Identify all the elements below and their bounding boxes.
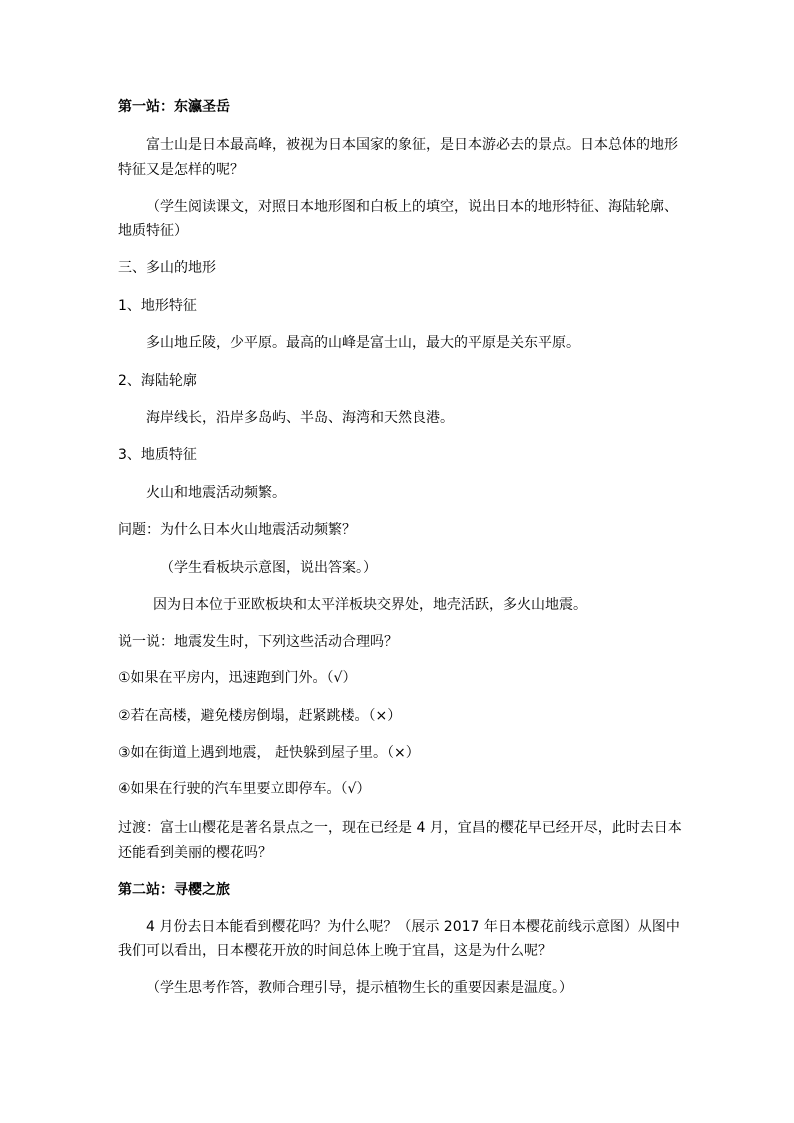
paragraph-line: 还能看到美丽的樱花吗？: [118, 845, 272, 861]
paragraph-line: 多山地丘陵，少平原。最高的山峰是富士山，最大的平原是关东平原。: [146, 335, 580, 351]
paragraph-line: 海岸线长，沿岸多岛屿、半岛、海湾和天然良港。: [146, 410, 454, 426]
list-item: ①如果在平房内，迅速跑到门外。（√）: [118, 670, 357, 686]
paragraph-line: 4 月份去日本能看到樱花吗？为什么呢？（展示 2017 年日本樱花前线示意图）从图中: [146, 919, 680, 935]
list-item: ③如在街道上遇到地震， 赶快躲到屋子里。（×）: [118, 745, 420, 761]
question-line: 说一说：地震发生时，下列这些活动合理吗？: [118, 634, 398, 650]
paragraph-line: 火山和地震活动频繁。: [146, 485, 286, 501]
paragraph-line: （学生阅读课文，对照日本地形图和白板上的填空，说出日本的地形特征、海陆轮廓、: [146, 199, 678, 215]
section-heading-2: 第二站：寻樱之旅: [118, 882, 230, 898]
list-heading: 3、地质特征: [118, 447, 197, 463]
paragraph-line: 富士山是日本最高峰，被视为日本国家的象征，是日本游必去的景点。日本总体的地形: [146, 137, 678, 153]
paragraph-line: 我们可以看出，日本樱花开放的时间总体上晚于宜昌，这是为什么呢？: [118, 943, 552, 959]
paragraph-line: 特征又是怎样的呢？: [118, 162, 244, 178]
list-item: ②若在高楼，避免楼房倒塌，赶紧跳楼。（×）: [118, 708, 402, 724]
paragraph-line: 因为日本位于亚欧板块和太平洋板块交界处，地壳活跃，多火山地震。: [153, 597, 587, 613]
paragraph-line: （学生看板块示意图，说出答案。）: [160, 560, 377, 576]
paragraph-line: 过渡：富士山樱花是著名景点之一，现在已经是 4 月，宜昌的樱花早已经开尽，此时去日本: [118, 820, 682, 836]
list-item: ④如果在行驶的汽车里要立即停车。（√）: [118, 781, 371, 797]
section-heading-1: 第一站：东瀛圣岳: [118, 99, 230, 115]
paragraph-line: （学生思考作答，教师合理引导，提示植物生长的重要因素是温度。）: [146, 980, 573, 996]
list-heading: 2、海陆轮廓: [118, 373, 197, 389]
question-line: 问题：为什么日本火山地震活动频繁？: [118, 522, 356, 538]
list-heading: 1、地形特征: [118, 298, 197, 314]
paragraph-line: 地质特征）: [118, 223, 188, 239]
subsection-heading: 三、多山的地形: [118, 260, 216, 276]
